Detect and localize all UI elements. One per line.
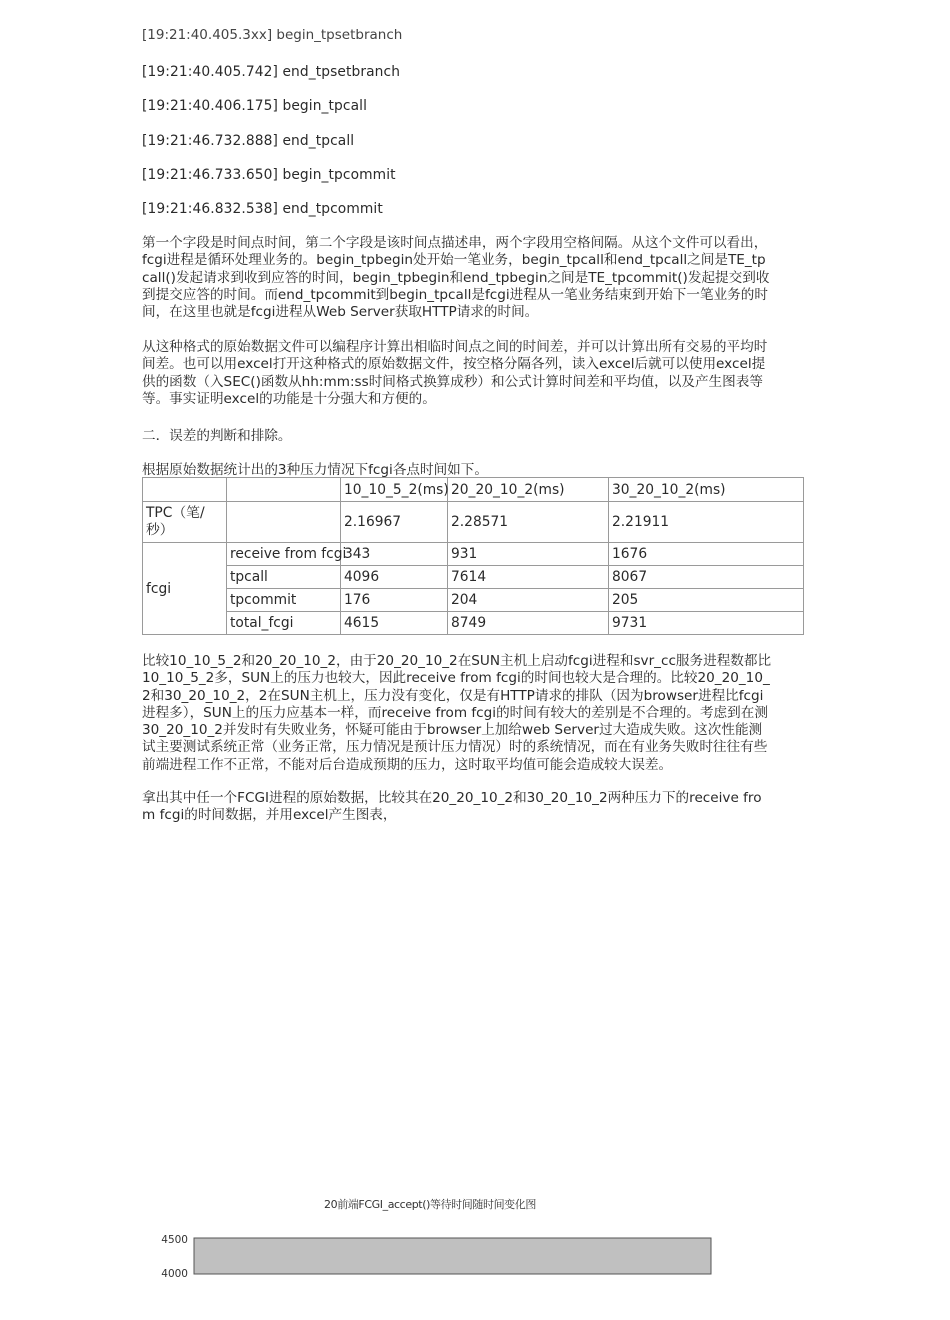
- table-cell: total_fcgi: [227, 612, 341, 635]
- table-cell: 343: [341, 543, 448, 566]
- chart-canvas: [150, 1222, 730, 1320]
- section-heading: 二．误差的判断和排除。: [142, 428, 292, 444]
- chart-title: 20前端FCGI_accept()等待时间随时间变化图: [324, 1198, 536, 1211]
- log-line: [19:21:46.732.888] end_tpcall: [142, 133, 355, 149]
- table-cell: 205: [609, 589, 804, 612]
- table-cell: 9731: [609, 612, 804, 635]
- log-line: [19:21:46.832.538] end_tpcommit: [142, 201, 383, 217]
- table-cell: 4615: [341, 612, 448, 635]
- table-cell: 176: [341, 589, 448, 612]
- log-line: [19:21:40.405.742] end_tpsetbranch: [142, 64, 401, 80]
- table-header-cell: 10_10_5_2(ms): [341, 478, 448, 502]
- table-cell: 2.16967: [341, 502, 448, 543]
- paragraph-excel-usage: 从这种格式的原始数据文件可以编程序计算出相临时间点之间的时间差，并可以计算出所有交易的平均时间差。也可以用excel打开这种格式的原始数据文件，按空格分隔各列，读入excel后就可以使用excel提供的函数（入SEC()函数从hh:mm:ss时间格式换算成秒）和公式计算时间差和平均值，以及产生图表等等。事实证明excel的功能是十分强大和方便的。: [142, 339, 768, 407]
- table-row: [143, 589, 804, 612]
- log-line: [19:21:46.733.650] begin_tpcommit: [142, 167, 396, 183]
- table-header-cell: 30_20_10_2(ms): [609, 478, 804, 502]
- table-header-cell: [227, 478, 341, 502]
- chart-plot-area: [194, 1238, 711, 1274]
- y-tick-label: 4000: [161, 1268, 188, 1280]
- table-cell: tpcommit: [227, 589, 341, 612]
- paragraph-chart-intro: 拿出其中任一个FCGI进程的原始数据，比较其在20_20_10_2和30_20_10_2两种压力下的receive from fcgi的时间数据，并用excel产生图表，: [142, 790, 762, 824]
- table-cell: tpcall: [227, 566, 341, 589]
- table-cell: 1676: [609, 543, 804, 566]
- table-header-row: [143, 478, 804, 502]
- table-cell: 2.21911: [609, 502, 804, 543]
- paragraph-log-format: 第一个字段是时间点时间，第二个字段是该时间点描述串，两个字段用空格间隔。从这个文件可以看出，fcgi进程是循环处理业务的。begin_tpbegin处开始一笔业务，begin_tpcall和end_tpcall之间是TE_tpcall()发起请求到收到应答的时间，begin_tpbegin和end_tpbegin之间是TE_tpcommit()发起提交到收到提交应答的时间。而end_tpcommit到begin_tpcall是fcgi进程从一笔业务结束到开始下一笔业务的时间，在这里也就是fcgi进程从Web Server获取HTTP请求的时间。: [142, 235, 770, 321]
- table-row: [143, 543, 804, 566]
- cropped-log-text: [19:21:40.405.3xx] begin_tpsetbranch: [142, 27, 403, 43]
- table-cell: 8067: [609, 566, 804, 589]
- table-header-cell: [143, 478, 227, 502]
- table-cell: 4096: [341, 566, 448, 589]
- table-header-cell: 20_20_10_2(ms): [448, 478, 609, 502]
- table-caption: 根据原始数据统计出的3种压力情况下fcgi各点时间如下。: [142, 462, 488, 478]
- table-cell: 2.28571: [448, 502, 609, 543]
- log-line: [19:21:40.406.175] begin_tpcall: [142, 98, 368, 114]
- stats-table: [142, 477, 804, 635]
- table-row: [143, 612, 804, 635]
- table-row-tpc: [143, 502, 804, 543]
- tpc-label: TPC（笔/秒）: [143, 502, 227, 543]
- fcgi-label: fcgi: [143, 543, 227, 635]
- cropped-log-line: [142, 27, 403, 43]
- table-cell: 931: [448, 543, 609, 566]
- table-cell: [227, 502, 341, 543]
- paragraph-analysis: 比较10_10_5_2和20_20_10_2，由于20_20_10_2在SUN主机上启动fcgi进程和svr_cc服务进程数都比10_10_5_2多，SUN上的压力也较大，因此receive from fcgi的时间也较大是合理的。比较20_20_10_2和30_20_10_2，2在SUN主机上，压力没有变化，仅是有HTTP请求的排队（因为browser进程比fcgi进程多），SUN上的压力应基本一样，而receive from fcgi的时间有较大的差别是不合理的。考虑到在测30_20_10_2并发时有失败业务，怀疑可能由于browser上加给web Server过大造成失败。这次性能测试主要测试系统正常（业务正常，压力情况是预计压力情况）时的系统情况，而在有业务失败时往往有些前端进程工作不正常，不能对后台造成预期的压力，这时取平均值可能会造成较大误差。: [142, 653, 772, 773]
- table-cell: 7614: [448, 566, 609, 589]
- table-row: [143, 566, 804, 589]
- table-cell: receive from fcgi: [227, 543, 341, 566]
- y-tick-label: 4500: [161, 1234, 188, 1246]
- table-cell: 204: [448, 589, 609, 612]
- table-cell: 8749: [448, 612, 609, 635]
